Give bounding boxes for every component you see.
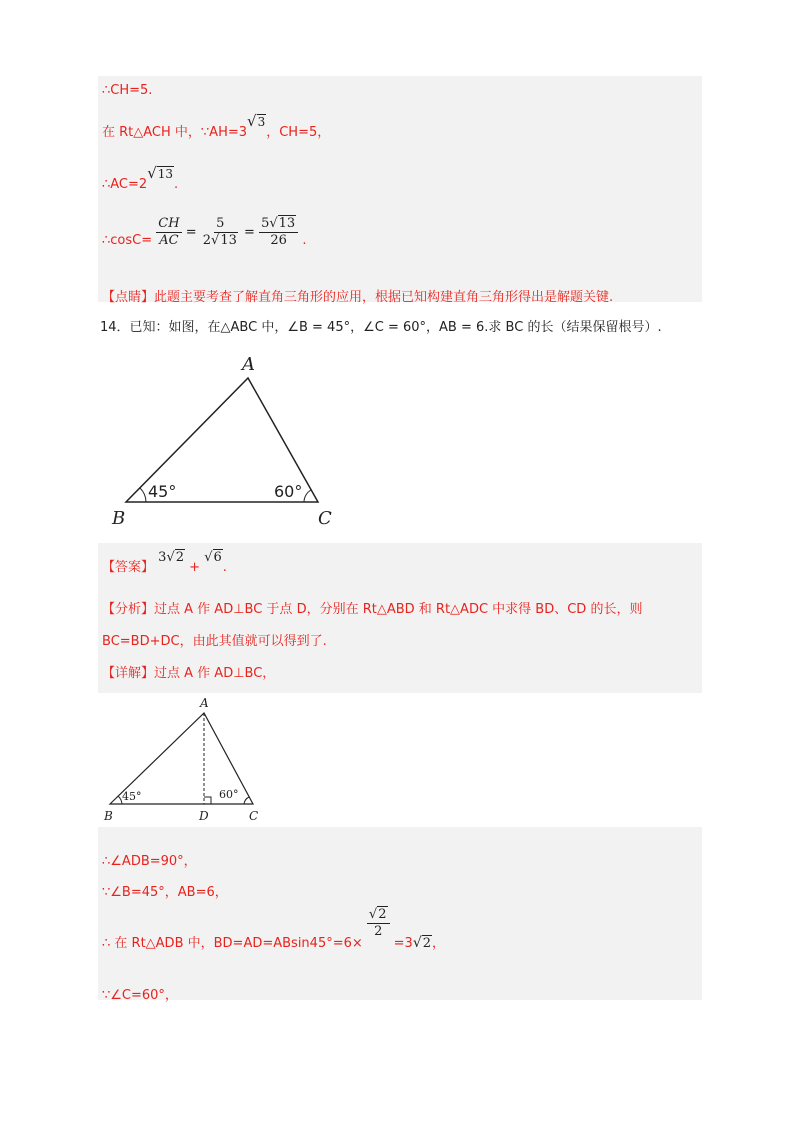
sqrt-13: √13: [147, 164, 174, 182]
vertex-label-d-small: D: [199, 809, 209, 823]
angle-label-b: 45°: [148, 482, 177, 501]
solution-panel-top: [98, 76, 702, 302]
text-line: ∵∠C=60°，: [102, 988, 178, 1003]
fraction-ch-ac: $\frac{CH}{AC}$: [158, 216, 180, 248]
text-line: ∴AC=2√13.: [102, 164, 179, 192]
text-line: ∵∠B=45°，AB=6，: [102, 885, 228, 900]
text-line: 在 Rt△ACH 中，∵AH=3√3，CH=5，: [102, 112, 331, 140]
cos-formula: ∴cosC= $\frac{CH}{AC}$ = $\frac{5}{2√13}$ = $\frac{5√13}{26}$ .: [102, 216, 307, 248]
vertex-label-a: A: [242, 354, 255, 375]
fenxi-line-2: BC=BD+DC，由此其值就可以得到了.: [102, 634, 327, 649]
fenxi-line: 【分析】过点 A 作 AD⊥BC 于点 D，分别在 Rt△ABD 和 Rt△ADC 中求得 BD、CD 的长，则: [102, 602, 643, 617]
fenxi-tag: 【分析】: [102, 602, 155, 617]
angle-label-c-small: 60°: [219, 788, 239, 801]
answer-line: 【答案】 3√2 + √6.: [102, 550, 227, 575]
angle-arc-c-small: [244, 797, 249, 804]
right-angle-mark: [204, 797, 211, 804]
bd-formula: ∴ 在 Rt△ADB 中，BD=AD=ABsin45°=6× $\frac{√2}{2}$ =3√2，: [102, 907, 446, 951]
triangle-figure-abd: [98, 693, 266, 827]
answer-tag: 【答案】: [102, 560, 155, 575]
vertex-label-c: C: [318, 508, 332, 529]
dianjing-tag: 【点睛】: [102, 290, 155, 305]
angle-label-b-small: 45°: [122, 790, 142, 803]
xiangjie-line: 【详解】过点 A 作 AD⊥BC，: [102, 666, 276, 681]
vertex-label-b: B: [112, 508, 126, 529]
fraction-5-2sqrt13: $\frac{5}{2√13}$: [202, 216, 237, 248]
vertex-label-a-small: A: [200, 696, 209, 710]
text-line: ∴∠ADB=90°，: [102, 854, 197, 869]
xiangjie-tag: 【详解】: [102, 666, 155, 681]
text-line: ∴CH=5.: [102, 83, 153, 98]
angle-arc-c: [304, 490, 311, 502]
sqrt-3: √3: [247, 112, 266, 130]
angle-arc-b: [140, 488, 146, 502]
vertex-label-b-small: B: [104, 809, 113, 823]
problem-statement: 14．已知：如图，在△ABC 中，∠B = 45°，∠C = 60°，AB = 6.求 BC 的长（结果保留根号）.: [100, 320, 662, 335]
dianjing-line: 【点睛】此题主要考查了解直角三角形的应用，根据已知构建直角三角形得出是解题关键.: [102, 290, 614, 305]
fraction-sqrt2-2: $\frac{√2}{2}$: [367, 907, 390, 940]
triangle-figure-abc: [108, 352, 348, 532]
vertex-label-c-small: C: [249, 809, 259, 823]
angle-label-c: 60°: [274, 482, 303, 501]
fraction-5sqrt13-26: $\frac{5√13}{26}$: [259, 216, 298, 249]
